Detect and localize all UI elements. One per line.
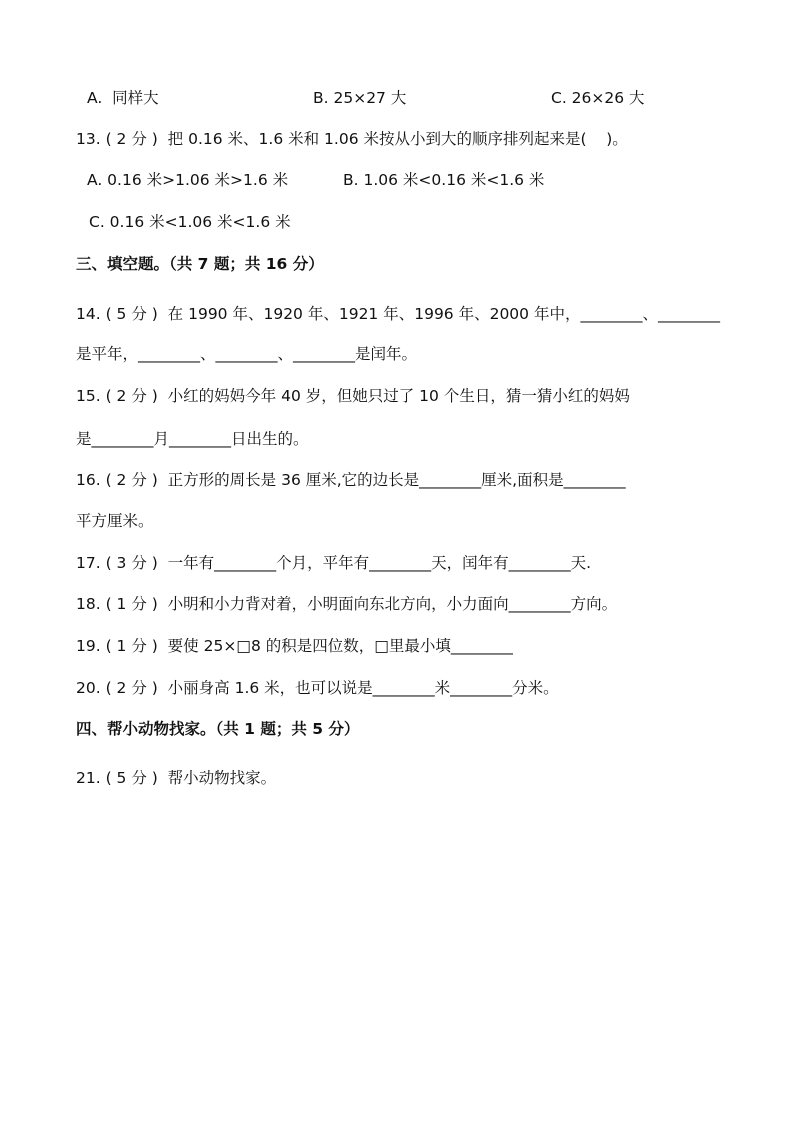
q12-option-a: A. 同样大 bbox=[87, 89, 159, 107]
q18-text: 18. ( 1 分 ) 小明和小力背对着，小明面向东北方向，小力面向________方向。 bbox=[76, 595, 618, 613]
q19-text: 19. ( 1 分 ) 要使 25×□8 的积是四位数，□里最小填________ bbox=[76, 637, 513, 655]
section-3-heading: 三、填空题。（共 7 题；共 16 分） bbox=[76, 255, 324, 273]
q13-option-b: B. 1.06 米<0.16 米<1.6 米 bbox=[343, 171, 545, 189]
q16-line-2: 平方厘米。 bbox=[76, 512, 154, 530]
section-4-heading: 四、帮小动物找家。（共 1 题；共 5 分） bbox=[76, 720, 360, 738]
q14-line-2: 是平年，________、________、________是闰年。 bbox=[76, 345, 418, 363]
q20-text: 20. ( 2 分 ) 小丽身高 1.6 米，也可以说是________米________分米。 bbox=[76, 679, 559, 697]
q13-stem: 13. ( 2 分 ) 把 0.16 米、1.6 米和 1.06 米按从小到大的顺序排列起来是( )。 bbox=[76, 130, 628, 148]
q13-option-c: C. 0.16 米<1.06 米<1.6 米 bbox=[89, 213, 291, 231]
q21-text: 21. ( 5 分 ) 帮小动物找家。 bbox=[76, 769, 277, 787]
q13-option-a: A. 0.16 米>1.06 米>1.6 米 bbox=[87, 171, 289, 189]
q12-option-c: C. 26×26 大 bbox=[551, 89, 645, 107]
q15-line-1: 15. ( 2 分 ) 小红的妈妈今年 40 岁，但她只过了 10 个生日，猜一猜小红的妈妈 bbox=[76, 387, 630, 405]
q17-text: 17. ( 3 分 ) 一年有________个月，平年有________天，闰年有________天. bbox=[76, 554, 592, 572]
q15-line-2: 是________月________日出生的。 bbox=[76, 430, 309, 448]
q12-option-b: B. 25×27 大 bbox=[313, 89, 407, 107]
q16-line-1: 16. ( 2 分 ) 正方形的周长是 36 厘米,它的边长是________厘米,面积是________ bbox=[76, 471, 626, 489]
q14-line-1: 14. ( 5 分 ) 在 1990 年、1920 年、1921 年、1996 年、2000 年中，________、________ bbox=[76, 305, 720, 323]
